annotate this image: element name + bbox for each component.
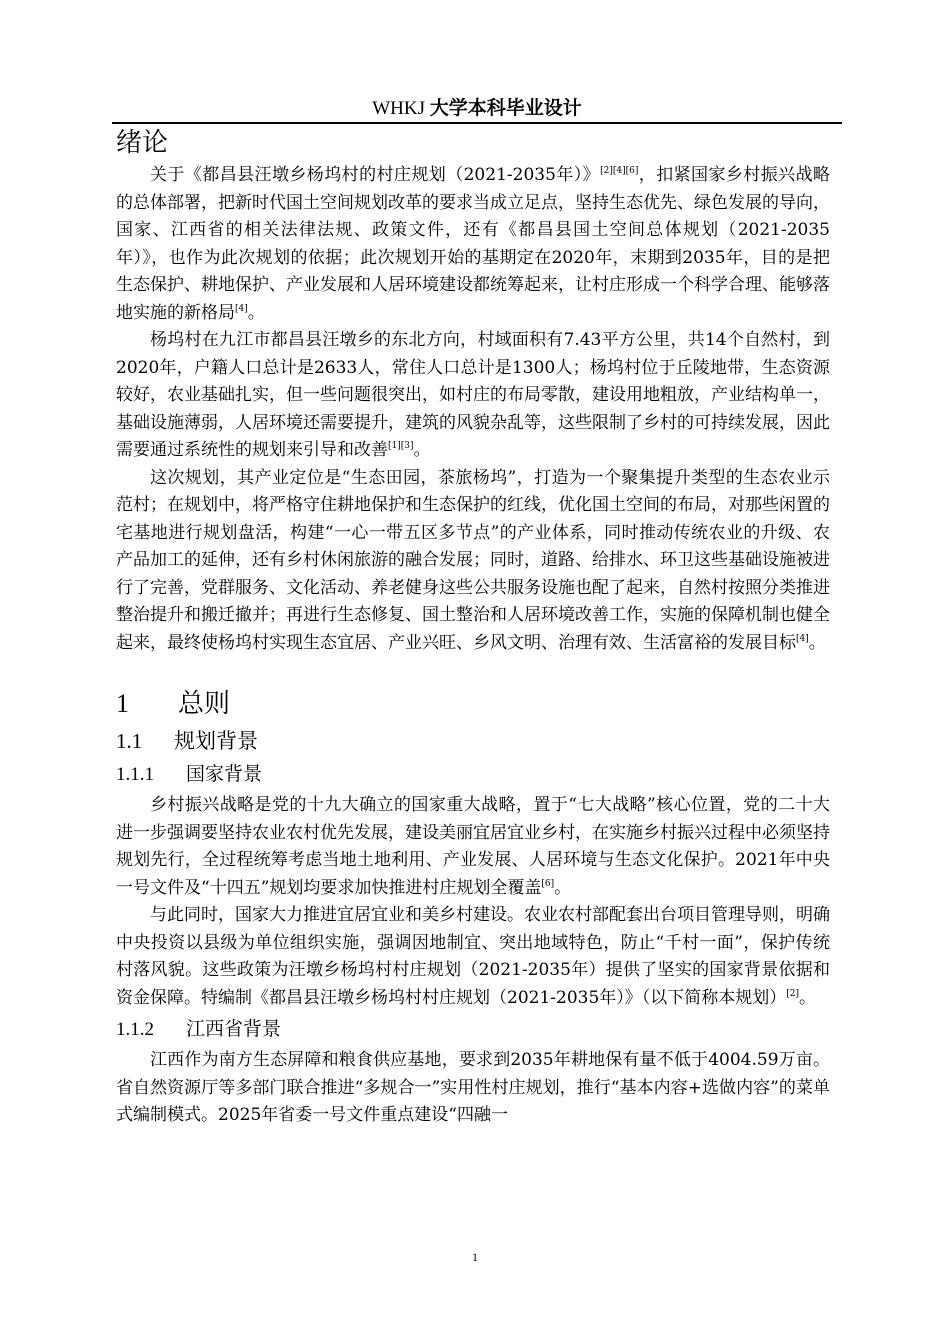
page-header <box>112 96 842 121</box>
intro-paragraph-2: 杨坞村在九江市都昌县汪墩乡的东北方向，村域面积有7.43平方公里，共14个自然村，到2020年，户籍人口总计是2633人，常住人口总计是1300人；杨坞村位于丘陵地带，生态资源较好，农业基础扎实，但一些问题很突出，如村庄的布局零散，建设用地粗放，产业结构单一，基础设施薄弱，人居环境还需要提升，建筑的风貌杂乱等，这些限制了乡村的可持续发展，因此需要通过系统性的规划来引导和改善[1][3]。 <box>116 330 830 460</box>
citation: [6] <box>541 878 555 889</box>
section-number: 1.1.2 <box>116 1019 154 1040</box>
section-1-1-1-heading <box>116 759 830 790</box>
citation: [4] <box>796 633 809 644</box>
section-number: 1.1.1 <box>116 764 154 785</box>
page-number: 1 <box>472 1250 478 1264</box>
citation: [2][4][6] <box>600 166 639 176</box>
jiangxi-paragraph-1: 江西作为南方生态屏障和粮食供应基地，要求到2035年耕地保有量不低于4004.59万亩。省自然资源厅等多部门联合推进“多规合一”实用性村庄规划，推行“基本内容+选做内容”的菜单式编制模式。2025年省委一号文件重点建设“四融一 <box>116 1050 830 1125</box>
section-1-1-heading <box>116 725 830 757</box>
header-title: 大学本科毕业设计 <box>429 97 582 119</box>
national-paragraph-1: 乡村振兴战略是党的十九大确立的国家重大战略，置于“七大战略”核心位置，党的二十大进一步强调要坚持农业农村优先发展，建设美丽宜居宜业乡村，在实施乡村振兴过程中必须坚持规划先行，全过程统筹考虑当地土地利用、产业发展、人居环境与生态文化保护。2021年中央一号文件及“十四五”规划均要求加快推进村庄规划全覆盖[6]。 <box>116 795 830 898</box>
citation: [1][3] <box>388 441 414 451</box>
intro-paragraph-1: 关于《都昌县汪墩乡杨坞村的村庄规划（2021-2035年）》[2][4][6]，扣紧国家乡村振兴战略的总体部署，把新时代国土空间规划改革的要求当成立足点，坚持生态优先、绿色发展的导向，国家、江西省的相关法律法规、政策文件，还有《都昌县国土空间总体规划（2021-2035年）》，也作为此次规划的依据；此次规划开始的基期定在2020年，末期到2035年，目的是把生态保护、耕地保护、产业发展和人居环境建设都统筹起来，让村庄形成一个科学合理、能够落地实施的新格局[4]。 <box>116 165 830 323</box>
national-paragraph-2: 与此同时，国家大力推进宜居宜业和美乡村建设。农业农村部配套出台项目管理导则，明确中央投资以县级为单位组织实施，强调因地制宜、突出地域特色，防止“千村一面”，保护传统村落风貌。这些政策为汪墩乡杨坞村村庄规划（2021-2035年）提供了坚实的国家背景依据和资金保障。特编制《都昌县汪墩乡杨坞村村庄规划（2021-2035年）》（以下简称本规划）[2]。 <box>116 905 830 1008</box>
section-title: 总则 <box>178 689 231 719</box>
section-number: 1 <box>116 689 129 718</box>
section-title: 规划背景 <box>174 729 258 753</box>
header-latin: WHKJ <box>372 98 430 119</box>
citation: [2] <box>786 988 800 999</box>
section-title: 江西省背景 <box>186 1018 282 1040</box>
citation: [4] <box>235 303 248 314</box>
page-content <box>116 124 830 1130</box>
intro-paragraph-3: 这次规划，其产业定位是“生态田园，茶旅杨坞”，打造为一个聚集提升类型的生态农业示范村；在规划中，将严格守住耕地保护和生态保护的红线，优化国土空间的布局，对那些闲置的宅基地进行规划盘活，构建“一心一带五区多节点”的产业体系，同时推动传统农业的升级、农产品加工的延伸，还有乡村休闲旅游的融合发展；同时，道路、给排水、环卫这些基础设施被进行了完善，党群服务、文化活动、养老健身这些公共服务设施也配了起来，自然村按照分类推进整治提升和搬迁撤并；再进行生态修复、国土整治和人居环境改善工作，实施的保障机制也健全起来，最终使杨坞村实现生态宜居、产业兴旺、乡风文明、治理有效、生活富裕的发展目标[4]。 <box>116 467 830 653</box>
intro-heading: 绪论 <box>116 128 169 158</box>
section-1-heading <box>116 685 830 723</box>
section-1-1-2-heading <box>116 1014 830 1045</box>
section-number: 1.1 <box>116 729 143 753</box>
section-title: 国家背景 <box>186 763 263 785</box>
